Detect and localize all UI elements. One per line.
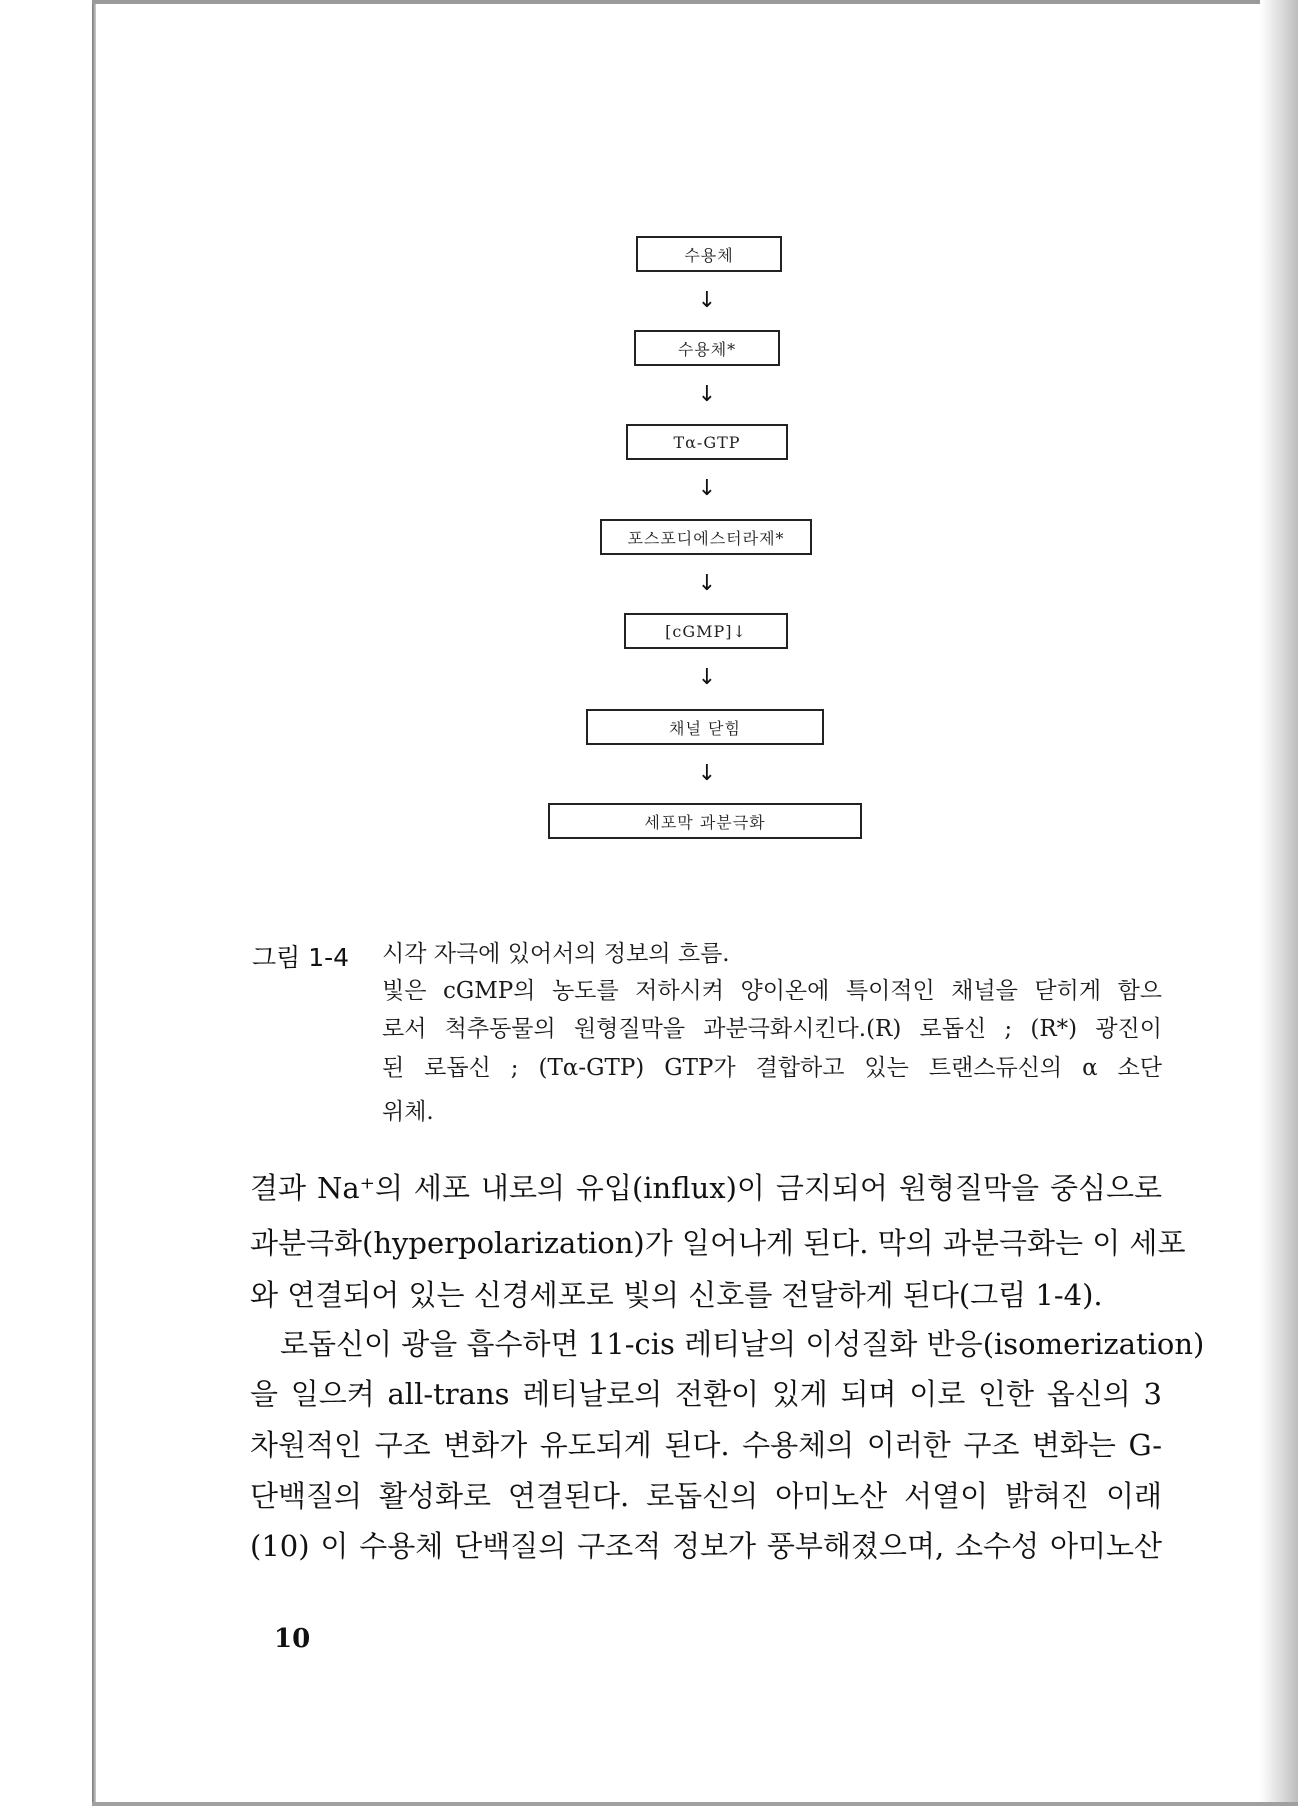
body-line: 로돕신이 광을 흡수하면 11-cis 레티날의 이성질화 반응(isomerization) [280, 1327, 1205, 1361]
flow-box-receptor: 수용체 [636, 236, 782, 272]
flow-arrow-icon: ↓ [697, 382, 717, 407]
page-number: 10 [274, 1624, 311, 1654]
caption-label: 그림 1-4 [252, 943, 350, 972]
body-line: 차원적인 구조 변화가 유도되게 된다. 수용체의 이러한 구조 변화는 G- [250, 1428, 1162, 1462]
caption-line: 된 로돕신 ; (Tα-GTP) GTP가 결합하고 있는 트랜스듀신의 α 소단 [382, 1055, 1162, 1081]
page-edge-top [92, 0, 1298, 4]
flow-arrow-icon: ↓ [697, 665, 717, 690]
body-line: 을 일으켜 all-trans 레티날로의 전환이 있게 되며 이로 인한 옵신의 3 [250, 1377, 1162, 1411]
flow-box-activated-receptor: 수용체* [634, 330, 780, 366]
page-edge-left [92, 0, 96, 1806]
flow-box-transducin-gtp: Tα-GTP [626, 424, 788, 460]
caption-line: 위체. [382, 1099, 434, 1125]
body-line: 와 연결되어 있는 신경세포로 빛의 신호를 전달하게 된다(그림 1-4). [250, 1278, 1103, 1312]
body-line: 단백질의 활성화로 연결된다. 로돕신의 아미노산 서열이 밝혀진 이래 [250, 1479, 1162, 1513]
body-line: (10) 이 수용체 단백질의 구조적 정보가 풍부해졌으며, 소수성 아미노산 [250, 1529, 1162, 1563]
flow-arrow-icon: ↓ [697, 476, 717, 501]
caption-line: 빛은 cGMP의 농도를 저하시켜 양이온에 특이적인 채널을 닫히게 함으 [382, 978, 1162, 1004]
flow-arrow-icon: ↓ [697, 761, 717, 786]
flow-arrow-icon: ↓ [697, 571, 717, 596]
body-line: 결과 Na⁺의 세포 내로의 유입(influx)이 금지되어 원형질막을 중심으로 [250, 1171, 1162, 1205]
caption-line: 로서 척추동물의 원형질막을 과분극화시킨다.(R) 로돕신 ; (R*) 광진이 [382, 1016, 1162, 1042]
caption-line: 시각 자극에 있어서의 정보의 흐름. [382, 941, 730, 967]
flow-arrow-icon: ↓ [697, 288, 717, 313]
page-edge-right [1260, 0, 1298, 1806]
page-edge-bottom [92, 1802, 1298, 1806]
flow-box-cgmp-decrease: [cGMP]↓ [624, 613, 788, 649]
flow-box-phosphodiesterase: 포스포디에스터라제* [600, 519, 812, 555]
flow-box-channel-closed: 채널 닫힘 [586, 709, 824, 745]
flow-box-membrane-hyperpolarization: 세포막 과분극화 [548, 803, 862, 839]
body-line: 과분극화(hyperpolarization)가 일어나게 된다. 막의 과분극화는 이 세포 [250, 1226, 1186, 1260]
